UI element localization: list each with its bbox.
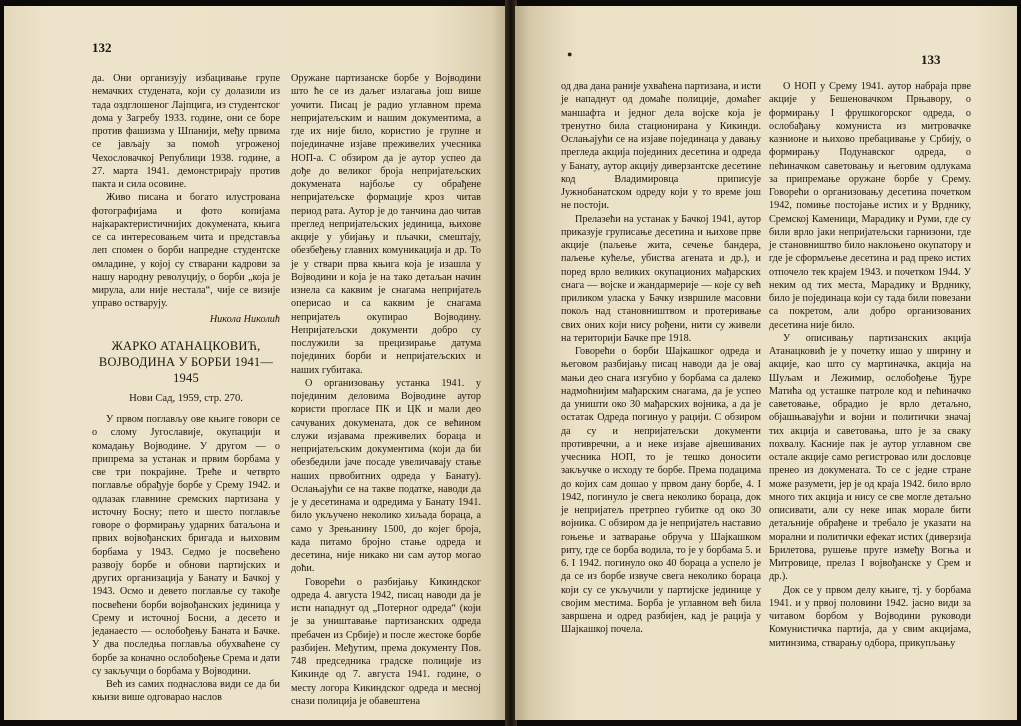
left-page-column-2 [291, 72, 481, 708]
review-heading: ЖАРКО АТАНАЦКОВИЋ, ВОЈВОДИНА У БОРБИ 1941—1945 [98, 338, 274, 385]
page-number: 132 [92, 40, 112, 55]
paragraph: У првом поглављу ове књиге говори се о слому Југославије, окупацији и комадању Војводине. У другом — о припрема за устанак и првим борбама у све три покрајине. Треће и четврто поглавље обрађује борбе у Срему 1942. и одлазак главнине сремских партизана у источну Босну; пето и шесто поглавље говоре о формирању ударних батаљона и првих војвођанских бригада и њиховим борбама у 1943. Седмо је посвећено развоју борбе и обнови партијских и других организација у Банату и Бачкој у 1943. Осмо и девето поглавље су такође посвећени борби војвођанских јединица у Срему и источној Босни, а десето и једанаесто — ослобођењу Баната и Бачке. У два последња поглавља обухваћене су борбе за коначно ослобођење Срема и дати су закључци о борбама у Војводини. [92, 414, 280, 677]
paragraph: Живо писана и богато илустрована фотографијама и фото копијама најкарактеристичнијих докумената, књига се са интересовањем чита и представља леп спомен о борби напредне студентске омладине, у којој су стварани кадрови за нашу народну револуцију, о борби „која је мирула, али није нестала“, чије се визије управо остварују. [92, 192, 280, 310]
paragraph: О организовању устанка 1941. у појединим деловима Војводине аутор користи прогласе ПК и ЦК и мали део сачуваних докумената, док се већином служи изјавама преживелих бораца и непријатељским документима (који да би обезбедили јаче посаде увеличавају стање наших првобитних одреда у Банату). Ослањајући се на такве податке, наводи да је у десетинама и одредима у Банату 1941. било укључено неколико хиљада бораца, а само у Зрењанину 1500, до којег броја, када питамо бројно стање одреда и десетина, није никако ни сам аутор могао доћи. [291, 377, 481, 575]
paragraph: да. Они организују избацивање групе немачких студената, који су долазили из тада оздглошеног Лајпцига, из студентског дома у Загребу 1933. године, они се боре против фашизма у Шпанији, међу првима се јављају за помоћ угроженој Чехословачкој Републици 1938. године, а 27. марта 1941. демонстрирају против пакта и сила осовине. [92, 73, 280, 190]
left-page-column-1 [92, 72, 280, 705]
paragraph: О НОП у Срему 1941. аутор набраја прве акције у Бешеновачком Прњавору, о формирању I фрушкогорског одреда, о ослобађању комуниста из митровачке казнионе и њихово пребацивање у Србију, о формирању Подунавског одреда, о пећиначком саветовању и његовим одлукама за припремање оружане борбе у Срему. Говорећи о организовању десетина почетком 1942, помиње постојање истих и у Врднику, Сремској Каменици, Марадику и Руми, где су били врло јаки непријатељски гарнизони, где је становништво било наклоњено окупатору и где је сформљење десетина и рад преко истих отпочело тек крајем 1943. и почетком 1944. У неким од тих места, Марадику и Врднику, било је појединаца који су тада били повезани са покретом, али добро организованих десетина није било. [769, 81, 971, 331]
publication-info: Нови Сад, 1959, стр. 270. [129, 392, 243, 404]
paragraph: Прелазећи на устанак у Бачкој 1941, аутор приказује груписање десетина и њихове прве акције (паљење жита, сечење бандера, паљење кућеље, убиства агената и др.), и поред врло великих окупационих мађарских снага — војске и жандармерије — које су већ приликом уласка у Бачку извршиле масовни покољ над становништвом и протеривање свих оних који нису рођени, нити су живели на територији Бачке пре 1918. [561, 213, 761, 344]
page-mark-dot: ● [567, 49, 573, 59]
paragraph: У описивању партизанских акција Атанацковић је у почетку ишао у ширину и акције, као што су мартиначка, акција на Шуљам и Лежимир, ослобођење Ђуре Матића од усташке патроле код и пећиначко саветовање, обрадио је врло детаљно, објашњавајући и војни и политички значај тих акција и саветовања, што је за сваку похвалу. Касније пак је аутор углавном све остале акције само регистровао или дословце пренео из докумената. То се с једне стране може разумети, јер је од краја 1942. било врло много тих акција и нису се све могле детаљно описивати, али су неке ипак морале бити детаљније обрађене и требало је указати на морални и политички ефекат истих (диверзија Брилетова, рушење пруге између Вогња и Митровице, прелаз I војвођанске у Срем и др.). [769, 332, 971, 583]
paragraph: од два дана раније ухваћена партизана, и исти је нападнут од домаће полиције, домаћег маншафта и једног дела војске која је тренутно била стационирана у Кикинди. Ослањајући се на изјаве појединаца у давању прегледа акција појединих десетина и одреда у Банату, аутор акцију диверзантске десетине код Владимировца приписује Јужнобанатском одреду који у то време још не постоји. [561, 81, 761, 212]
review-signature: Никола Николић [209, 313, 280, 325]
page-number: 133 [921, 52, 941, 67]
paragraph: Говорећи о разбијању Кикиндског одреда 4. августа 1942, писац наводи да је исти нападнут од „Потерног одреда“ (који је за уништавање партизанских одреда пребачен из Србије) и после жестоке борбе разбијен. Међутим, према документу Пов. 748 председника градске полиције из Кикинде од 7. августа 1941. године, о месту логора Кикиндског одреда и месној снази полиција је обавештена [291, 576, 481, 707]
right-page-column-2 [769, 80, 971, 650]
right-page-column-1 [561, 80, 761, 637]
paragraph: Док се у првом делу књиге, тј. у борбама 1941. и у првој половини 1942. јасно види за читавом борбом у Војводини руководи Комунистичка партија, да у свим акцијама, митинзима, стварању одбора, прикупљању [769, 584, 971, 649]
left-page [4, 6, 507, 720]
paragraph: Говорећи о борби Шајкашког одреда и његовом разбијању писац наводи да је овај мањи део снага изгубио у борбама са далеко надмоћнијим мађарским снагама, да је успео да уништи око 30 мађарских војника, а да је остатак Одреда погинуо у рацији. С обзиром да су и непријатељски документи противречни, а и неке изјаве ајвешиваних учесника НОП, то је тешко доносити закључке о исходу те борбе. Према подацима до којих сам дошао у првом дану борбе, 4. I 1942, погинуло је свега неколико бораца, док је непријатељ претрпео губитке од око 30 војника. С обзиром да је непријатељ наставио гоњење и затварање обруча у Шајкашком риту, где се борба водила, то је у борбама 5. и 6. I 1942. погинуло око 40 бораца а успело је да се из борбе извуче свега неколико бораца који су се укључили у партијске јединице у својим местима. Борба је углавном већ била завршена и одред разбијен, кад је рација у Шајкашкој почела. [561, 346, 761, 636]
paragraph: Већ из самих поднаслова види се да би књизи више одговарао наслов [92, 679, 280, 704]
right-page [515, 6, 1017, 720]
paragraph: Оружане партизанске борбе у Војводини што ће се из даљег излагања још више уочити. Писац је радио углавном према непријатељским и нашим документима, а где их није било, користио је групне и појединачне изјаве преживелих учесника НОП-а. С обзиром да је аутор успео да дође до великог броја непријатељских докумената најбоље су обрађене непријатељске формације кроз читав период рата. Аутор је до танчина дао читав преглед непријатељских јединица, њихове акције у убијању и пљачки, смештају, обезбеђењу главних комуникација и др. То је у ствари прва књига која је изашла у Војводини и која је на тако детаљан начин изнела са каквим је снагама непријатељ оперисао и са каквим је снагама непријатељ окупирао Војводину. Непријатељски документи добро су послужили за прецизирање датума појединих борби и непријатељских и наших губитака. [291, 73, 481, 376]
